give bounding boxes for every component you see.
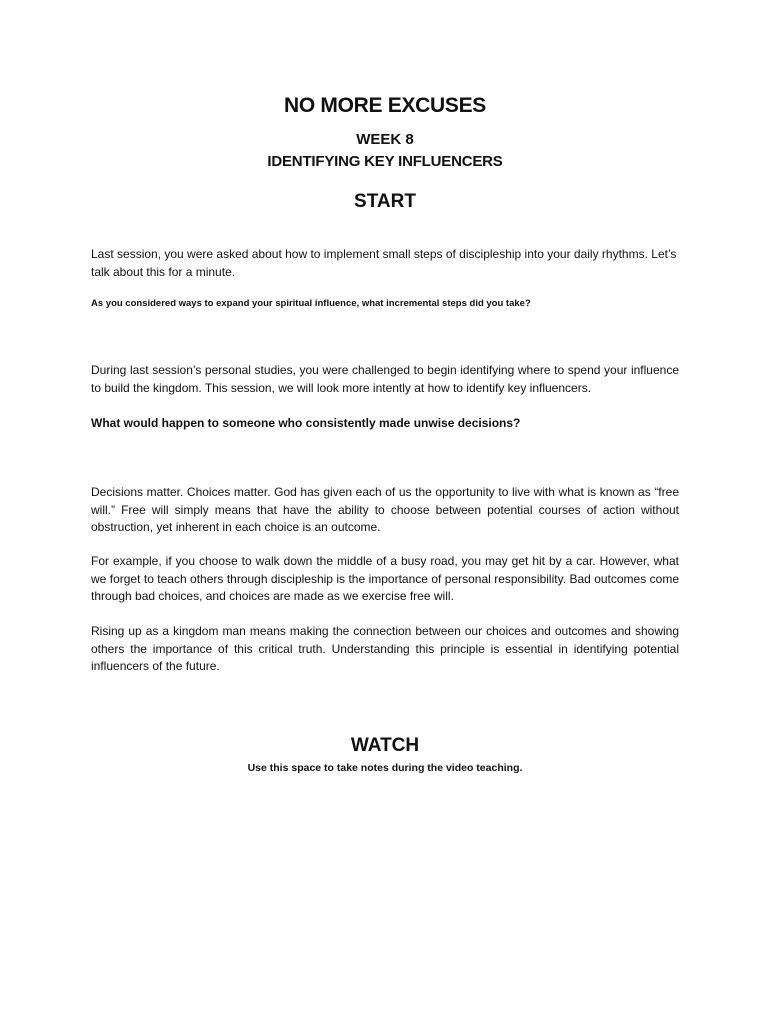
discussion-question-2: What would happen to someone who consistently made unwise decisions? xyxy=(91,416,521,430)
paragraph-3: Decisions matter. Choices matter. God has given each of us the opportunity to live with what is known as “free will.” Free will simply means that have the ability to choose between potential courses of action without obstruction, yet inherent in each choice is an outcome. xyxy=(91,485,679,534)
paragraph-5: Rising up as a kingdom man means making the connection between our choices and outcomes and showing others the importance of this critical truth. Understanding this principle is essential in identifying potential influencers of the future. xyxy=(91,624,679,673)
watch-heading: WATCH xyxy=(350,735,420,756)
session-subtitle: IDENTIFYING KEY INFLUENCERS xyxy=(267,153,503,170)
paragraph-2: During last session’s personal studies, you were challenged to begin identifying where to spend your influence to build the kingdom. This session, we will look more intently at how to identify key influencers. xyxy=(91,363,679,395)
intro-paragraph: Last session, you were asked about how to implement small steps of discipleship into your daily rhythms. Let’s talk about this for a minute. xyxy=(91,247,677,279)
watch-note: Use this space to take notes during the video teaching. xyxy=(247,762,523,774)
discussion-question-1: As you considered ways to expand your spiritual influence, what incremental steps did you take? xyxy=(91,298,531,309)
paragraph-4: For example, if you choose to walk down the middle of a busy road, you may get hit by a car. However, what we forget to teach others through discipleship is the importance of personal responsibility. Bad outcomes come through bad choices, and choices are made as we exercise free will. xyxy=(91,554,679,603)
week-label: WEEK 8 xyxy=(356,131,414,148)
start-heading: START xyxy=(354,191,416,212)
document-title: NO MORE EXCUSES xyxy=(283,94,487,117)
